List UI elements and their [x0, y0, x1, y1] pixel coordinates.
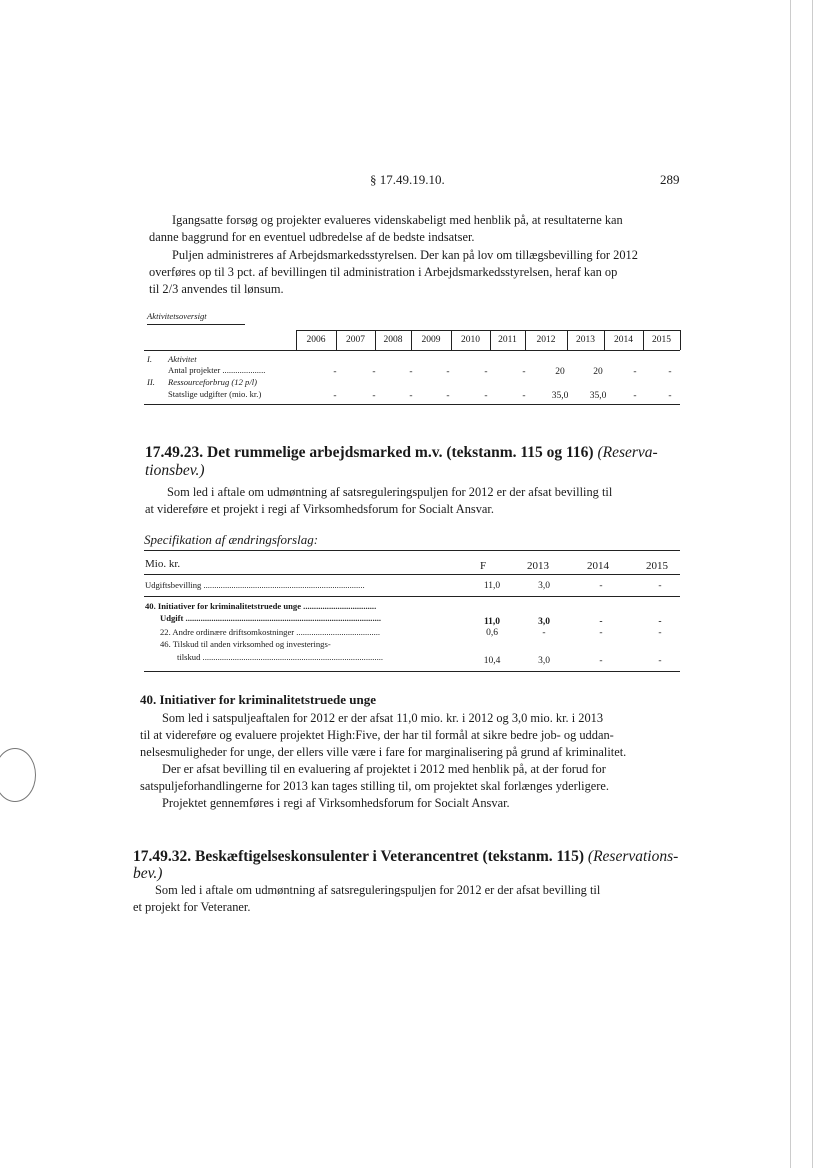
table-rule [144, 350, 680, 351]
spec-row-label: tilskud .................................................................................... [177, 652, 384, 662]
section-heading-note: tionsbev.) [145, 462, 205, 479]
table-cell: - [633, 367, 637, 377]
row-label: Antal projekter .................... [168, 365, 266, 375]
year-header: 2007 [346, 335, 365, 345]
text-line: nelsesmuligheder for unge, der ellers ville være i fare for marginalisering på grund af kriminalitet. [140, 745, 627, 759]
table-cell: - [446, 367, 450, 377]
table-cell: - [522, 391, 526, 401]
text-line: Puljen administreres af Arbejdsmarkedsstyrelsen. Der kan på lov om tillægsbevilling for 2012 [172, 248, 638, 262]
text-line: Igangsatte forsøg og projekter evalueres videnskabeligt med henblik på, at resultaterne kan [172, 213, 623, 227]
table-cell: 35,0 [589, 391, 607, 401]
table-rule [144, 550, 680, 551]
table-cell: 35,0 [551, 391, 569, 401]
spec-header-col: 2015 [646, 560, 668, 572]
text-line: overføres op til 3 pct. af bevillingen til administration i Arbejdsmarkedsstyrelsen, heraf kan op [149, 265, 618, 279]
table-cell: - [658, 656, 662, 666]
section-heading [133, 848, 678, 866]
year-header: 2012 [536, 335, 556, 345]
row-label: Aktivitet [168, 354, 197, 364]
table-cell: - [372, 367, 376, 377]
spec-header-col: 2013 [527, 560, 549, 572]
row-label: Statslige udgifter (mio. kr.) [168, 389, 262, 399]
table-cell: - [409, 391, 413, 401]
table-cell: - [668, 391, 672, 401]
table-rule [144, 574, 680, 575]
table-cell: - [599, 581, 603, 591]
spec-row-label: 22. Andre ordinære driftsomkostninger ....................................... [160, 627, 381, 637]
spec-row-label: Udgiftsbevilling ........................................................................... [145, 580, 365, 590]
spec-header-label: Mio. kr. [145, 558, 181, 570]
section-heading-title: 17.49.32. Beskæftigelseskonsulenter i Veterancentret (tekstanm. 115) [133, 848, 585, 865]
col-divider [680, 330, 681, 350]
year-header: 2013 [576, 335, 595, 345]
table-cell: 20 [593, 367, 603, 377]
table-cell: - [542, 628, 546, 638]
title-underline [147, 324, 245, 325]
section-reference: § 17.49.19.10. [370, 172, 445, 187]
table-cell: - [599, 656, 603, 666]
table-cell: - [599, 617, 603, 627]
table-cell: - [658, 617, 662, 627]
section-heading-cont [133, 865, 162, 883]
table-cell: - [668, 367, 672, 377]
spec-header-col: F [480, 560, 487, 572]
text-line: at videreføre et projekt i regi af Virksomhedsforum for Socialt Ansvar. [145, 502, 494, 516]
row-number: II. [147, 377, 155, 387]
spec-table-title: Specifikation af ændringsforslag: [144, 532, 319, 547]
text-line: Projektet gennemføres i regi af Virksomhedsforum for Socialt Ansvar. [162, 796, 510, 810]
table-cell: - [372, 391, 376, 401]
table-cell: 3,0 [538, 656, 550, 666]
table-cell: - [484, 367, 488, 377]
table-cell: 3,0 [538, 581, 550, 591]
section-heading-cont [145, 462, 205, 480]
table-rule [296, 330, 680, 331]
spec-row-label: 40. Initiativer for kriminalitetstruede unge .................................. [145, 601, 377, 611]
scan-edge-line [790, 0, 791, 1168]
text-line: danne baggrund for en eventuel udbredelse af de bedste indsatser. [149, 230, 475, 244]
text-line: satspuljeforhandlingerne for 2013 kan tages stilling til, om projektet skal forlænges yderligere. [140, 779, 610, 793]
year-header: 2006 [306, 335, 326, 345]
table-cell: - [599, 628, 603, 638]
table-cell: 11,0 [483, 581, 501, 591]
table-cell: - [333, 367, 337, 377]
row-number: I. [147, 354, 153, 364]
table-cell: - [484, 391, 488, 401]
year-header: 2014 [614, 335, 633, 345]
table-cell: - [658, 581, 662, 591]
section-heading [145, 444, 658, 462]
table-cell: 10,4 [483, 656, 501, 666]
table-cell: 3,0 [538, 617, 550, 627]
table-cell: 0,6 [486, 628, 498, 638]
spec-row-label: 46. Tilskud til anden virksomhed og investerings- [160, 639, 331, 649]
spec-row-label: Udgift ........................................................................................... [160, 613, 382, 623]
table-cell: - [633, 391, 637, 401]
text-line: et projekt for Veteraner. [133, 900, 251, 914]
section-heading-note: bev.) [133, 865, 163, 882]
text-line: til 2/3 anvendes til lønsum. [149, 282, 284, 296]
text-line: Som led i aftale om udmøntning af satsreguleringspuljen for 2012 er der afsat bevilling til [155, 883, 601, 897]
subsection-heading: 40. Initiativer for kriminalitetstruede unge [140, 692, 377, 707]
table-cell: - [333, 391, 337, 401]
table-rule [144, 596, 680, 597]
table-cell: 11,0 [483, 617, 501, 627]
section-heading-title: 17.49.23. Det rummelige arbejdsmarked m.v. (tekstanm. 115 og 116) [145, 444, 594, 461]
spec-header-col: 2014 [587, 560, 609, 572]
section-heading-note: (Reserva- [597, 444, 658, 461]
year-header: 2008 [383, 335, 403, 345]
table-cell: - [446, 391, 450, 401]
scan-edge-line [812, 0, 813, 1168]
year-header: 2011 [498, 335, 517, 345]
table-cell: - [658, 628, 662, 638]
year-header: 2015 [652, 335, 671, 345]
table-rule [144, 404, 680, 405]
year-header: 2010 [461, 335, 480, 345]
table-cell: - [522, 367, 526, 377]
page-number: 289 [660, 172, 680, 187]
table-cell: - [409, 367, 413, 377]
row-label: Ressourceforbrug (12 p/l) [168, 377, 257, 387]
table-cell: 20 [555, 367, 565, 377]
section-heading-note: (Reservations- [587, 848, 679, 865]
punch-hole-mark [0, 748, 36, 802]
text-line: Der er afsat bevilling til en evaluering af projektet i 2012 med henblik på, at der forud for [162, 762, 606, 776]
table-rule [144, 671, 680, 672]
text-line: Som led i aftale om udmøntning af satsreguleringspuljen for 2012 er der afsat bevilling til [167, 485, 613, 499]
text-line: til at videreføre og evaluere projektet High:Five, der har til formål at sikre bedre job- og uddan- [140, 728, 614, 742]
activity-table-title: Aktivitetsoversigt [147, 311, 207, 321]
year-header: 2009 [421, 335, 441, 345]
text-line: Som led i satspuljeaftalen for 2012 er der afsat 11,0 mio. kr. i 2012 og 3,0 mio. kr. i 2013 [162, 711, 604, 725]
